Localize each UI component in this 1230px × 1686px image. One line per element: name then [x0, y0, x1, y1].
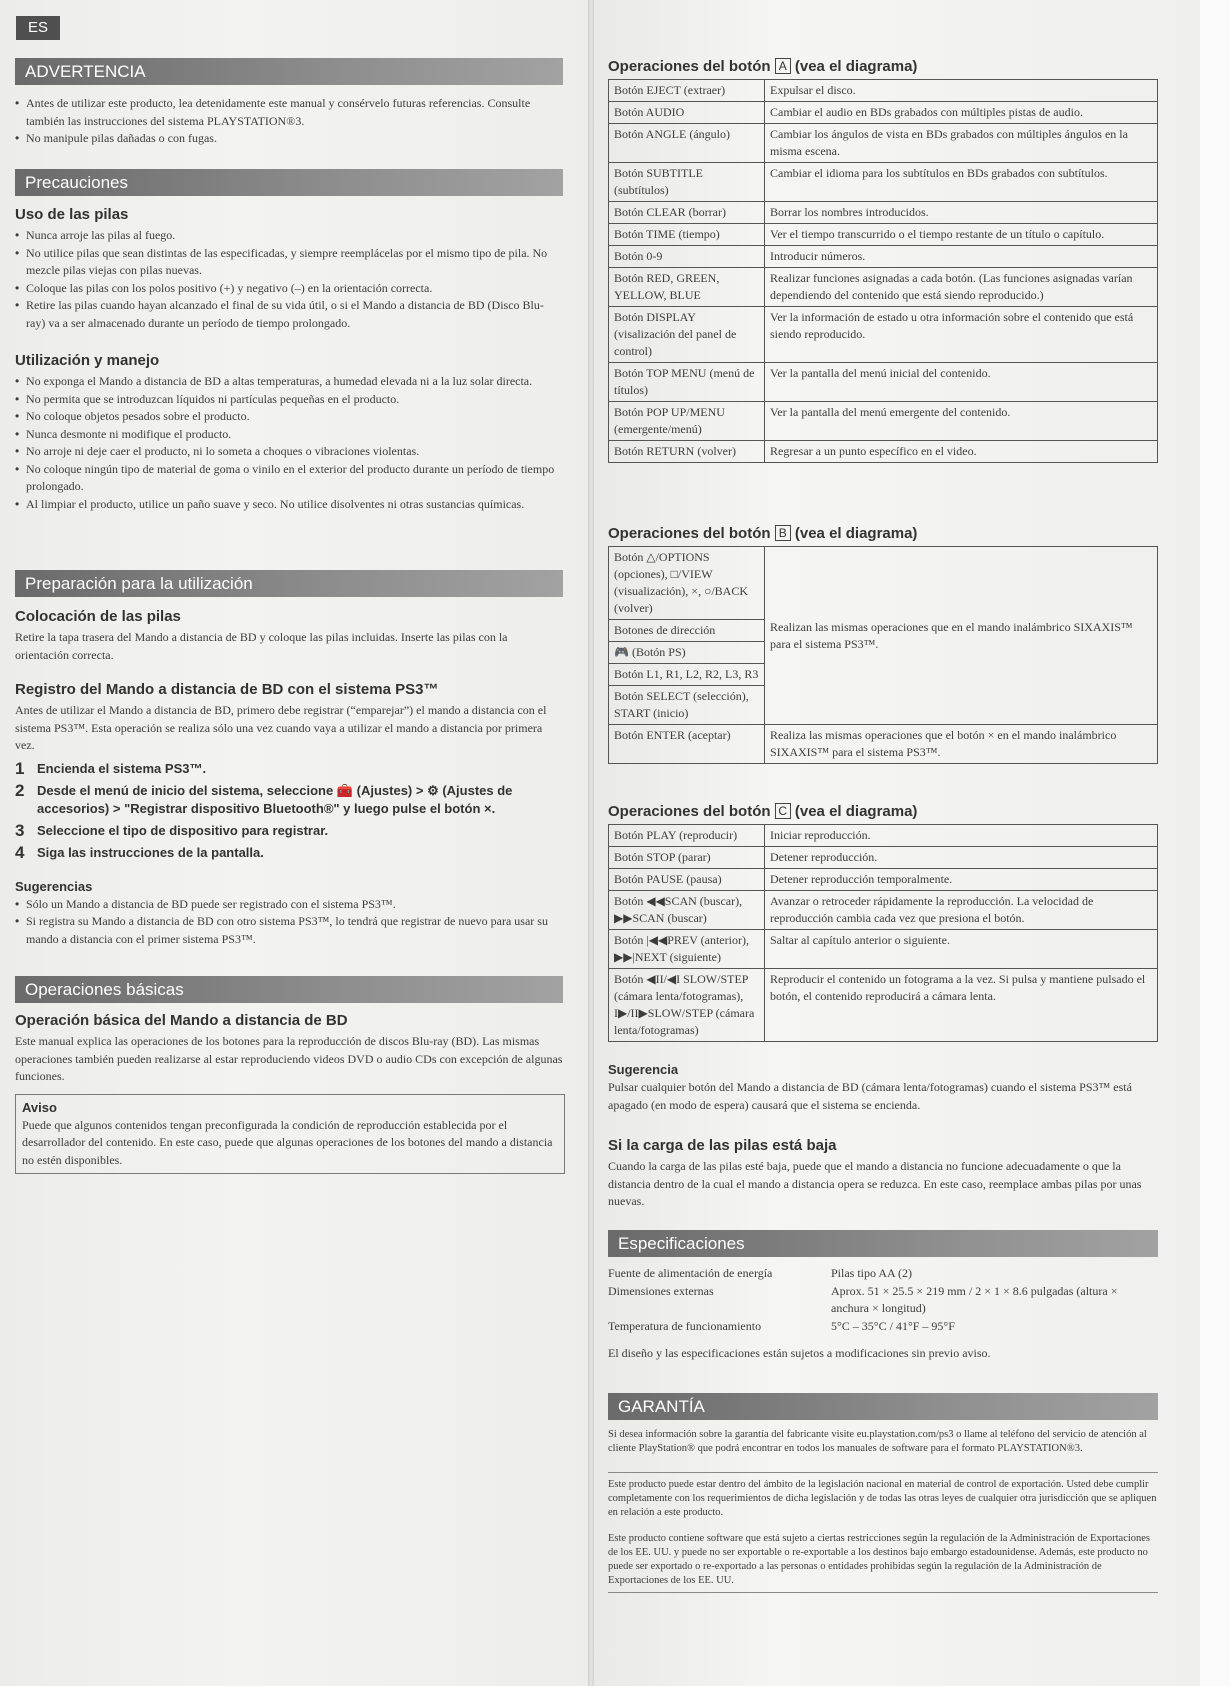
operacion-basica-section: [15, 1011, 563, 1174]
spec-label: Temperatura de funcionamiento: [608, 1318, 762, 1333]
op-c-row: [609, 825, 1158, 847]
uso-pilas-item: • Nunca arroje las pilas al fuego.: [15, 227, 563, 245]
button-name-cell: 🎮 (Botón PS): [609, 642, 765, 664]
utilizacion-list: [15, 373, 563, 513]
utilizacion-item: • No permita que se introduzcan líquidos ni partículas pequeñas en el producto.: [15, 391, 563, 409]
op-c-row: [609, 847, 1158, 869]
button-name-cell: Botón L1, R1, L2, R2, L3, R3: [609, 664, 765, 686]
op-b-title-post: (vea el diagrama): [794, 525, 918, 542]
function-cell: Avanzar o retroceder rápidamente la reproducción. La velocidad de reproducción cambia cada vez que presiona el botón.: [765, 891, 1158, 930]
sugerencia-title: Sugerencia: [608, 1062, 679, 1077]
spec-label: Fuente de alimentación de energía: [608, 1266, 773, 1280]
op-b-section: [608, 524, 1158, 764]
op-c-row: [609, 891, 1158, 930]
uso-pilas-item: • Retire las pilas cuando hayan alcanzado el final de su vida útil, o si el Mando a distancia de BD (Disco Blu-ray) va a ser almacenado durante un período de tiempo prolongado.: [15, 297, 563, 332]
garantia-heading: GARANTÍA: [608, 1393, 1158, 1420]
function-cell: Ver la información de estado u otra información sobre el contenido que está siendo reproducido.: [765, 307, 1158, 363]
op-c-title-pre: Operaciones del botón: [608, 803, 771, 820]
function-cell: Detener reproducción temporalmente.: [765, 869, 1158, 891]
sugerencias-title: Sugerencias: [15, 878, 93, 894]
utilizacion-section: [15, 351, 563, 513]
preparacion-heading: Preparación para la utilización: [15, 570, 563, 597]
aviso-text: Puede que algunos contenidos tengan preconfigurada la condición de reproducción establecida por el desarrollador del contenido. En este caso, puede que algunas operaciones de los botones del mando a distancia no estén disponibles.: [22, 1117, 553, 1167]
function-cell: Reproducir el contenido un fotograma a la vez. Si pulsa y mantiene pulsado el botón, el contenido reproducirá a cámara lenta.: [765, 969, 1158, 1042]
button-name-cell: Botón PAUSE (pausa): [609, 869, 765, 891]
op-c-box-label: C: [775, 803, 791, 819]
button-name-cell: Botón ENTER (aceptar): [609, 725, 765, 764]
carga-title: Si la carga de las pilas está baja: [608, 1137, 837, 1154]
op-a-section: [608, 57, 1158, 463]
op-a-title-post: (vea el diagrama): [794, 58, 918, 75]
op-b-row: [609, 547, 1158, 620]
spec-value: 5°C – 35°C / 41°F – 95°F: [831, 1318, 955, 1333]
function-cell: Iniciar reproducción.: [765, 825, 1158, 847]
button-name-cell: Botón |◀◀PREV (anterior), ▶▶|NEXT (siguiente): [609, 930, 765, 969]
function-cell: Cambiar los ángulos de vista en BDs grabados con múltiples ángulos en la misma escena.: [765, 124, 1158, 163]
sugerencia-item: • Si registra su Mando a distancia de BD con otro sistema PS3™, lo tendrá que registrar de nuevo para usar su mando a distancia con el primer sistema PS3™.: [15, 913, 563, 948]
especificaciones-section: [608, 1265, 1158, 1363]
utilizacion-item: • Al limpiar el producto, utilice un paño suave y seco. No utilice disolventes ni otras sustancias químicas.: [15, 496, 563, 514]
button-name-cell: Botón EJECT (extraer): [609, 80, 765, 102]
function-cell: Realiza las mismas operaciones que el botón × en el mando inalámbrico SIXAXIS™ para el sistema PS3™.: [765, 725, 1158, 764]
spec-value: Aprox. 51 × 25.5 × 219 mm / 2 × 1 × 8.6 pulgadas (altura × anchura × longitud): [831, 1283, 1118, 1315]
op-a-row: [609, 124, 1158, 163]
step-number: 1: [15, 758, 25, 778]
step-number: 4: [15, 842, 25, 862]
utilizacion-item: • No coloque objetos pesados sobre el producto.: [15, 408, 563, 426]
spec-row: [608, 1265, 1158, 1283]
button-name-cell: Botón ◀◀SCAN (buscar), ▶▶SCAN (buscar): [609, 891, 765, 930]
sugerencia-item: • Sólo un Mando a distancia de BD puede ser registrado con el sistema PS3™.: [15, 896, 563, 914]
registro-step: [15, 844, 563, 862]
function-cell: Cambiar el idioma para los subtítulos en BDs grabados con subtítulos.: [765, 163, 1158, 202]
specs-note: El diseño y las especificaciones están sujetos a modificaciones sin previo aviso.: [608, 1346, 991, 1360]
op-a-table: [608, 79, 1158, 463]
step-text: Seleccione el tipo de dispositivo para registrar.: [37, 822, 329, 838]
op-a-title-pre: Operaciones del botón: [608, 58, 771, 75]
spec-row: [608, 1283, 1158, 1318]
step-text: Encienda el sistema PS3™.: [37, 760, 207, 776]
sugerencias-list: [15, 896, 563, 949]
op-a-row: [609, 163, 1158, 202]
op-c-row: [609, 930, 1158, 969]
utilizacion-item: • No exponga el Mando a distancia de BD a altas temperaturas, a humedad elevada ni a la luz solar directa.: [15, 373, 563, 391]
export-text-1: Este producto puede estar dentro del ámbito de la legislación nacional en material de control de exportación. Usted debe cumplir completamente con los requerimientos de dicha legislación y de todas las otras leyes de cualquier otra jurisdicción que se apliquen en relación a este producto.: [608, 1479, 1157, 1518]
op-a-row: [609, 80, 1158, 102]
registro-step: [15, 782, 563, 818]
spec-row: [608, 1318, 1158, 1336]
button-name-cell: Botón ◀II/◀I SLOW/STEP (cámara lenta/fotogramas), I▶/II▶SLOW/STEP (cámara lenta/fotogramas): [609, 969, 765, 1042]
op-b-title: [608, 524, 1158, 544]
op-c-table: [608, 824, 1158, 1042]
function-cell: Cambiar el audio en BDs grabados con múltiples pistas de audio.: [765, 102, 1158, 124]
bottom-divider: [608, 1592, 1158, 1593]
op-a-title: [608, 57, 1158, 77]
function-cell: Expulsar el disco.: [765, 80, 1158, 102]
button-name-cell: Botón 0-9: [609, 246, 765, 268]
op-c-title: [608, 802, 1158, 822]
step-text: Desde el menú de inicio del sistema, seleccione 🧰 (Ajustes) > ⚙ (Ajustes de accesorios) > "Registrar dispositivo Bluetooth®" y luego pulse el botón ×.: [37, 782, 513, 816]
function-cell: Ver la pantalla del menú inicial del contenido.: [765, 363, 1158, 402]
op-b-title-pre: Operaciones del botón: [608, 525, 771, 542]
page-fold: [588, 0, 594, 1686]
advertencia-section: [15, 95, 563, 148]
registro-step: [15, 760, 563, 778]
uso-pilas-item: • No utilice pilas que sean distintas de las especificadas, y siempre reemplácelas por el mismo tipo de pila. No mezcle pilas viejas con pilas nuevas.: [15, 245, 563, 280]
aviso-box: [15, 1094, 565, 1175]
button-name-cell: Botón STOP (parar): [609, 847, 765, 869]
registro-section: [15, 680, 563, 948]
button-name-cell: Botón ANGLE (ángulo): [609, 124, 765, 163]
advertencia-item: • Antes de utilizar este producto, lea detenidamente este manual y consérvelo futuras referencias. Consulte también las instrucciones del sistema PLAYSTATION®3.: [15, 95, 563, 130]
garantia-text: Si desea información sobre la garantía del fabricante visite eu.playstation.com/ps3 o llame al teléfono del servicio de atención al cliente PlayStation® que podrá encontrar en todos los manuales de software para el formato PLAYSTATION®3.: [608, 1429, 1147, 1454]
operacion-basica-title: Operación básica del Mando a distancia de BD: [15, 1012, 348, 1029]
op-a-row: [609, 402, 1158, 441]
aviso-title: Aviso: [22, 1099, 57, 1115]
op-a-row: [609, 246, 1158, 268]
op-c-row: [609, 969, 1158, 1042]
button-name-cell: Botón SUBTITLE (subtítulos): [609, 163, 765, 202]
op-a-box-label: A: [775, 58, 791, 74]
button-name-cell: Botón POP UP/MENU (emergente/menú): [609, 402, 765, 441]
button-name-cell: Botón RETURN (volver): [609, 441, 765, 463]
sugerencia-text: Pulsar cualquier botón del Mando a distancia de BD (cámara lenta/fotogramas) cuando el sistema PS3™ está apagado (en modo de espera) causará que el sistema se encienda.: [608, 1080, 1132, 1112]
button-name-cell: Botón CLEAR (borrar): [609, 202, 765, 224]
language-badge: ES: [16, 16, 60, 40]
specs-list: [608, 1265, 1158, 1335]
op-a-row: [609, 202, 1158, 224]
utilizacion-item: • Nunca desmonte ni modifique el producto.: [15, 426, 563, 444]
advertencia-list: [15, 95, 563, 148]
colocacion-title: Colocación de las pilas: [15, 608, 181, 625]
function-cell: Detener reproducción.: [765, 847, 1158, 869]
button-name-cell: Botones de dirección: [609, 620, 765, 642]
precauciones-heading: Precauciones: [15, 169, 563, 196]
op-c-title-post: (vea el diagrama): [794, 803, 918, 820]
op-a-row: [609, 307, 1158, 363]
op-c-section: [608, 802, 1158, 1042]
garantia-section: [608, 1428, 1158, 1593]
function-cell: Borrar los nombres introducidos.: [765, 202, 1158, 224]
button-name-cell: Botón RED, GREEN, YELLOW, BLUE: [609, 268, 765, 307]
registro-title: Registro del Mando a distancia de BD con el sistema PS3™: [15, 681, 439, 698]
button-name-cell: Botón AUDIO: [609, 102, 765, 124]
button-name-cell: Botón △/OPTIONS (opciones), □/VIEW (visualización), ×, ○/BACK (volver): [609, 547, 765, 620]
spec-label: Dimensiones externas: [608, 1283, 714, 1298]
op-b-row: [609, 725, 1158, 764]
function-cell: Realizar funciones asignadas a cada botón. (Las funciones asignadas varían dependiendo del contenido que está siendo reproducido.): [765, 268, 1158, 307]
colocacion-text: Retire la tapa trasera del Mando a distancia de BD y coloque las pilas incluidas. Inserte las pilas con la orientación correcta.: [15, 630, 508, 662]
step-number: 2: [15, 780, 25, 800]
button-name-cell: Botón PLAY (reproducir): [609, 825, 765, 847]
utilizacion-item: • No arroje ni deje caer el producto, ni lo someta a choques o vibraciones violentas.: [15, 443, 563, 461]
op-a-row: [609, 363, 1158, 402]
function-cell: Ver el tiempo transcurrido o el tiempo restante de un título o capítulo.: [765, 224, 1158, 246]
operacion-basica-text: Este manual explica las operaciones de los botones para la reproducción de discos Blu-ray (BD). Las mismas operaciones también pueden realizarse al estar reproduciendo videos DVD o audio CDs con excepción de algunas funciones.: [15, 1034, 563, 1083]
carga-section: [608, 1136, 1158, 1211]
op-a-row: [609, 441, 1158, 463]
export-text-2: Este producto contiene software que está sujeto a ciertas restricciones según la regulación de la Administración de Exportaciones de los EE. UU. y puede no ser exportable o re-exportable a los destinos bajo embargo estadounidense. Además, este producto no puede ser exportado o re-exportado a las personas o entidades prohibidas según la regulación de la Administración de Exportaciones de los EE. UU.: [608, 1533, 1151, 1586]
step-number: 3: [15, 820, 25, 840]
colocacion-section: [15, 607, 563, 664]
button-name-cell: Botón DISPLAY (visalización del panel de control): [609, 307, 765, 363]
uso-pilas-title: Uso de las pilas: [15, 206, 129, 223]
spec-value: Pilas tipo AA (2): [831, 1266, 913, 1280]
sugerencia-section: [608, 1061, 1158, 1114]
uso-pilas-item: • Coloque las pilas con los polos positivo (+) y negativo (–) en la orientación correcta.: [15, 280, 563, 298]
uso-pilas-list: [15, 227, 563, 332]
button-name-cell: Botón SELECT (selección), START (inicio): [609, 686, 765, 725]
advertencia-heading: ADVERTENCIA: [15, 58, 563, 85]
utilizacion-item: • No coloque ningún tipo de material de goma o vinilo en el exterior del producto durante un período de tiempo prolongado.: [15, 461, 563, 496]
function-cell-merged: Realizan las mismas operaciones que en el mando inalámbrico SIXAXIS™ para el sistema PS3™.: [765, 547, 1158, 725]
export-divider: [608, 1472, 1158, 1588]
op-c-row: [609, 869, 1158, 891]
carga-text: Cuando la carga de las pilas esté baja, puede que el mando a distancia no funcione adecuadamente o que la distancia dentro de la cual el mando a distancia opera se reduzca. En este caso, reemplace ambas pilas por unas nuevas.: [608, 1159, 1142, 1208]
especificaciones-heading: Especificaciones: [608, 1230, 1158, 1257]
step-text: Siga las instrucciones de la pantalla.: [37, 844, 264, 860]
function-cell: Introducir números.: [765, 246, 1158, 268]
registro-steps: [15, 760, 563, 862]
button-name-cell: Botón TOP MENU (menú de títulos): [609, 363, 765, 402]
uso-pilas-section: [15, 205, 563, 332]
op-a-row: [609, 102, 1158, 124]
function-cell: Saltar al capítulo anterior o siguiente.: [765, 930, 1158, 969]
function-cell: Regresar a un punto específico en el video.: [765, 441, 1158, 463]
utilizacion-title: Utilización y manejo: [15, 352, 160, 369]
scan-margin: [1200, 0, 1230, 1686]
registro-step: [15, 822, 563, 840]
op-a-row: [609, 224, 1158, 246]
button-name-cell: Botón TIME (tiempo): [609, 224, 765, 246]
op-b-table: [608, 546, 1158, 764]
op-a-row: [609, 268, 1158, 307]
operaciones-heading: Operaciones básicas: [15, 976, 563, 1003]
op-b-box-label: B: [775, 525, 791, 541]
function-cell: Ver la pantalla del menú emergente del contenido.: [765, 402, 1158, 441]
registro-text: Antes de utilizar el Mando a distancia de BD, primero debe registrar (“emparejar”) el mando a distancia con el sistema PS3™. Esta operación se realiza sólo una vez cuando vaya a utilizar el mando a distancia por primera vez.: [15, 703, 547, 752]
advertencia-item: • No manipule pilas dañadas o con fugas.: [15, 130, 563, 148]
